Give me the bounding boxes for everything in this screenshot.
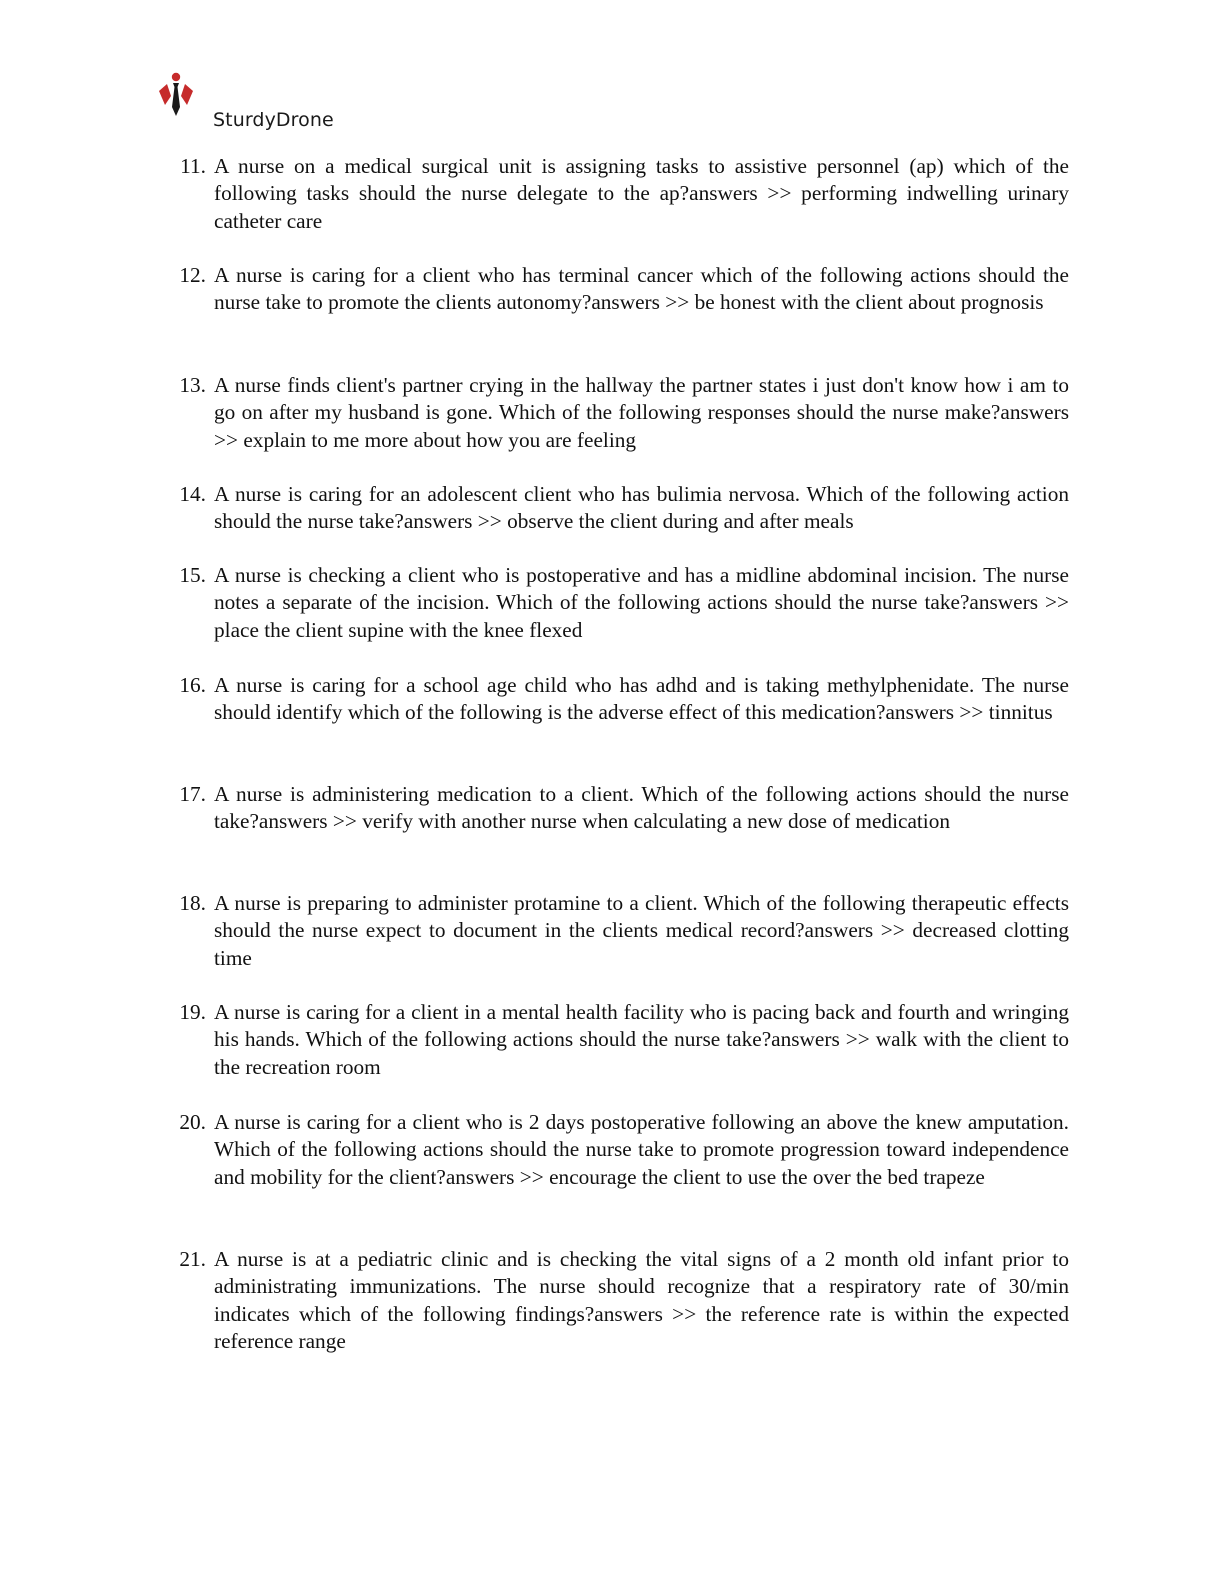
document-header xyxy=(156,72,456,134)
question-number: 21. xyxy=(179,1247,206,1271)
question-text: A nurse is caring for a school age child who has adhd and is taking methylphenidate. The nurse should identify which of the following is the adverse effect of this medication?answers >> tinnitus xyxy=(214,673,1069,725)
question-text: A nurse finds client's partner crying in the hallway the partner states i just don't know how i am to go on after my husband is gone. Which of the following responses should the nurse make?answers >> explain to me more about how you are feeling xyxy=(214,373,1069,452)
question-number: 16. xyxy=(179,673,206,697)
question-text: A nurse is caring for a client who is 2 days postoperative following an above the knew amputation. Which of the following actions should the nurse take to promote progression toward independence and mobility for the client?answers >> encourage the client to use the over the bed trapeze xyxy=(214,1110,1069,1189)
question-text: A nurse is caring for a client who has terminal cancer which of the following actions should the nurse take to promote the clients autonomy?answers >> be honest with the client about prognosis xyxy=(214,263,1069,315)
question-text: A nurse is preparing to administer protamine to a client. Which of the following therapeutic effects should the nurse expect to document in the clients medical record?answers >> decreased clotting time xyxy=(214,891,1069,970)
question-text: A nurse is caring for a client in a mental health facility who is pacing back and fourth and wringing his hands. Which of the following actions should the nurse take?answers >> walk with the client to the recreation room xyxy=(214,1000,1069,1079)
question-number: 12. xyxy=(179,263,206,287)
question-number: 14. xyxy=(179,482,206,506)
question-number: 17. xyxy=(179,782,206,806)
question-number: 18. xyxy=(179,891,206,915)
question-number: 11. xyxy=(180,154,206,178)
question-number: 19. xyxy=(179,1000,206,1024)
question-text: A nurse is checking a client who is postoperative and has a midline abdominal incision. The nurse notes a separate of the incision. Which of the following actions should the nurse take?answers >> place the client supine with the knee flexed xyxy=(214,563,1069,642)
question-text: A nurse is caring for an adolescent client who has bulimia nervosa. Which of the following action should the nurse take?answers >> observe the client during and after meals xyxy=(214,482,1069,534)
question-text: A nurse is administering medication to a client. Which of the following actions should the nurse take?answers >> verify with another nurse when calculating a new dose of medication xyxy=(214,782,1069,834)
question-number: 13. xyxy=(179,373,206,397)
question-text: A nurse is at a pediatric clinic and is checking the vital signs of a 2 month old infant prior to administrating immunizations. The nurse should recognize that a respiratory rate of 30/min indicates which of the following findings?answers >> the reference rate is within the expected reference range xyxy=(214,1247,1069,1353)
brand-name: SturdyDrone xyxy=(213,109,334,131)
question-number: 20. xyxy=(179,1110,206,1134)
question-number: 15. xyxy=(179,563,206,587)
sturdydrone-logo-icon xyxy=(156,72,196,122)
question-text: A nurse on a medical surgical unit is assigning tasks to assistive personnel (ap) which of the following tasks should the nurse delegate to the ap?answers >> performing indwelling urinary catheter care xyxy=(214,154,1069,233)
